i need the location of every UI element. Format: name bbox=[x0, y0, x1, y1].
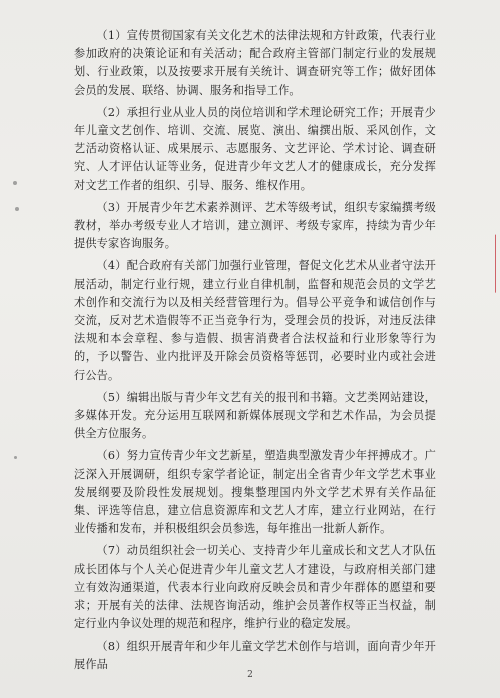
paragraph-item-1: （1）宣传贯彻国家有关文化艺术的法律法规和方针政策，代表行业参加政府的决策论证和有关活动；配合政府主管部门制定行业的发展规划、行业政策，以及按要求开展有关统计、调查研究等工作；做好团体会员的发展、联络、协调、服务和指导工作。 bbox=[74, 29, 436, 97]
paragraph-item-6: （6）努力宣传青少年文艺新星，塑造典型激发青少年抨搏成才。广泛深入开展调研，组织专家学者论证，制定出全省青少年文学艺术事业发展纲要及阶段性发展规划。搜集整理国内外文学艺术界有关作品征集、评选等信息，建立信息资源库和文艺人才库，建立行业网站，在行业传播和发布，并积极组织会员参选，每年推出一批新人新作。 bbox=[74, 449, 436, 536]
paragraph-item-5: （5）编辑出版与青少年文艺有关的报刊和书籍。文艺类网站建设，多媒体开发。充分运用互联网和新媒体展现文学和艺术作品，为会员提供全方位服务。 bbox=[74, 390, 436, 441]
punch-hole-mark bbox=[13, 181, 17, 185]
red-edge-mark bbox=[495, 233, 500, 293]
punch-hole-mark bbox=[15, 207, 19, 211]
paragraph-item-2: （2）承担行业从业人员的岗位培训和学术理论研究工作；开展青少年儿童文艺创作、培训、交流、展览、演出、编撰出版、采风创作，文艺活动资格认证、成果展示、志愿服务、文艺评论、学术讨论、调查研究、人才评估认证等业务，促进青少年文艺人才的健康成长，充分发挥对文艺工作者的组织、引导、服务、维权作用。 bbox=[74, 105, 436, 192]
punch-hole-mark bbox=[14, 456, 17, 459]
page-number: 2 bbox=[247, 670, 253, 680]
paragraph-item-4: （4）配合政府有关部门加强行业管理，督促文化艺术从业者守法开展活动，制定行业行规，建立行业自律机制，监督和规范会员的文学艺术创作和交流行为以及相关经营管理行为。倡导公平竞争和诚信创作与交流，反对艺术造假等不正当竞争行为，受理会员的投诉，对违反法律法规和本会章程、参与造假、损害消费者合法权益和行业形象等行为的，予以警告、业内批评及开除会员资格等惩罚，必要时业内或社会进行公告。 bbox=[74, 259, 436, 382]
paragraph-item-3: （3）开展青少年艺术素养测评、艺术等级考试，组织专家编撰考级教材，举办考级专业人才培训，建立测评、考级专家库，持续为青少年提供专家咨询服务。 bbox=[74, 200, 436, 251]
document-body bbox=[74, 27, 436, 678]
paragraph-item-7: （7）动员组织社会一切关心、支持青少年儿童成长和文艺人才队伍成长团体与个人关心促进青少年儿童文艺人才建设，与政府相关部门建立有效沟通渠道，代表本行业向政府反映会员和青少年群体的愿望和要求；开展有关的法律、法规咨询活动，维护会员著作权等正当权益，制定行业内争议处理的规范和程序，维护行业的稳定发展。 bbox=[74, 544, 436, 631]
paragraph-item-8: （8）组织开展青年和少年儿童文学艺术创作与培训，面向青少年开展作品 bbox=[74, 639, 436, 671]
